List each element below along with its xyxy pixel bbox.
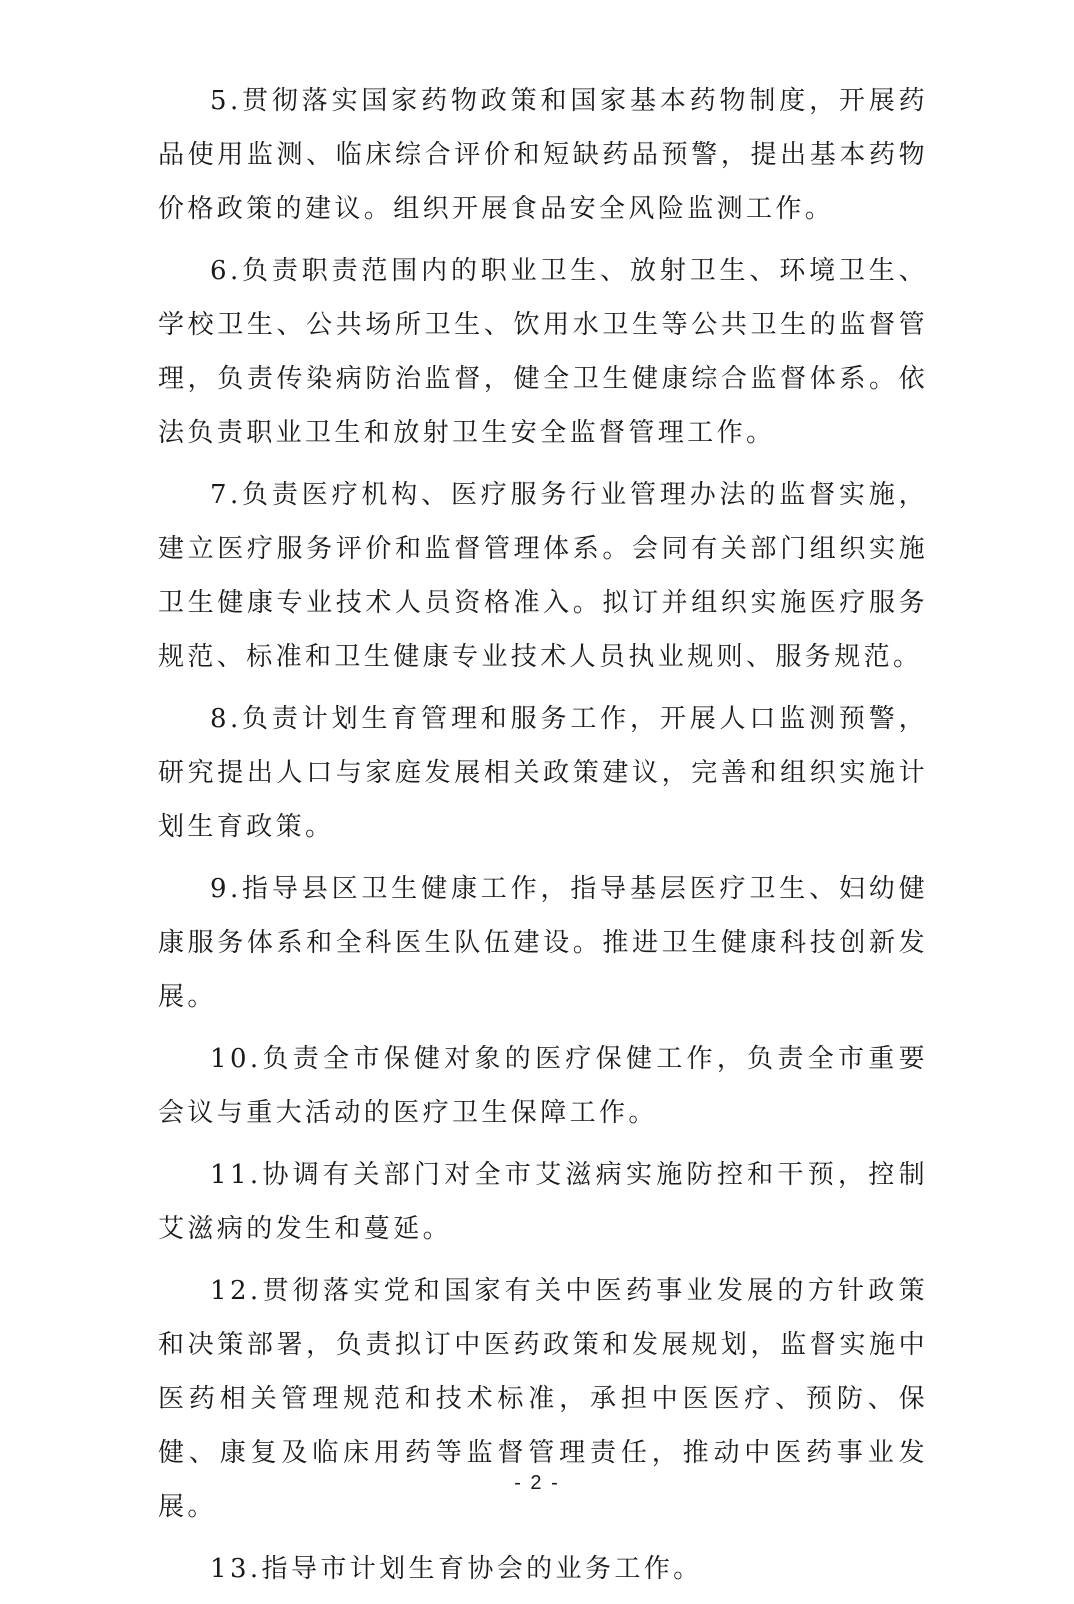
paragraph-item-8: 8.负责计划生育管理和服务工作，开展人口监测预警，研究提出人口与家庭发展相关政策建议，完善和组织实施计划生育政策。 bbox=[158, 704, 928, 842]
paragraph-item-7: 7.负责医疗机构、医疗服务行业管理办法的监督实施，建立医疗服务评价和监督管理体系。会同有关部门组织实施卫生健康专业技术人员资格准入。拟订并组织实施医疗服务规范、标准和卫生健康专业技术人员执业规则、服务规范。 bbox=[158, 480, 928, 672]
paragraph-item-10: 10.负责全市保健对象的医疗保健工作，负责全市重要会议与重大活动的医疗卫生保障工作。 bbox=[158, 1044, 928, 1128]
document-body bbox=[158, 74, 928, 1604]
paragraph-item-6: 6.负责职责范围内的职业卫生、放射卫生、环境卫生、学校卫生、公共场所卫生、饮用水卫生等公共卫生的监督管理，负责传染病防治监督，健全卫生健康综合监督体系。依法负责职业卫生和放射卫生安全监督管理工作。 bbox=[158, 256, 928, 448]
paragraph-item-5: 5.贯彻落实国家药物政策和国家基本药物制度，开展药品使用监测、临床综合评价和短缺药品预警，提出基本药物价格政策的建议。组织开展食品安全风险监测工作。 bbox=[158, 86, 928, 224]
paragraph-item-12: 12.贯彻落实党和国家有关中医药事业发展的方针政策和决策部署，负责拟订中医药政策和发展规划，监督实施中医药相关管理规范和技术标准，承担中医医疗、预防、保健、康复及临床用药等监督管理责任，推动中医药事业发展。 bbox=[158, 1276, 928, 1522]
paragraph-item-11: 11.协调有关部门对全市艾滋病实施防控和干预，控制艾滋病的发生和蔓延。 bbox=[158, 1160, 928, 1244]
paragraph-item-13: 13.指导市计划生育协会的业务工作。 bbox=[210, 1554, 703, 1584]
paragraph-item-9: 9.指导县区卫生健康工作，指导基层医疗卫生、妇幼健康服务体系和全科医生队伍建设。推进卫生健康科技创新发展。 bbox=[158, 874, 928, 1012]
page-number: - 2 - bbox=[514, 1472, 560, 1494]
